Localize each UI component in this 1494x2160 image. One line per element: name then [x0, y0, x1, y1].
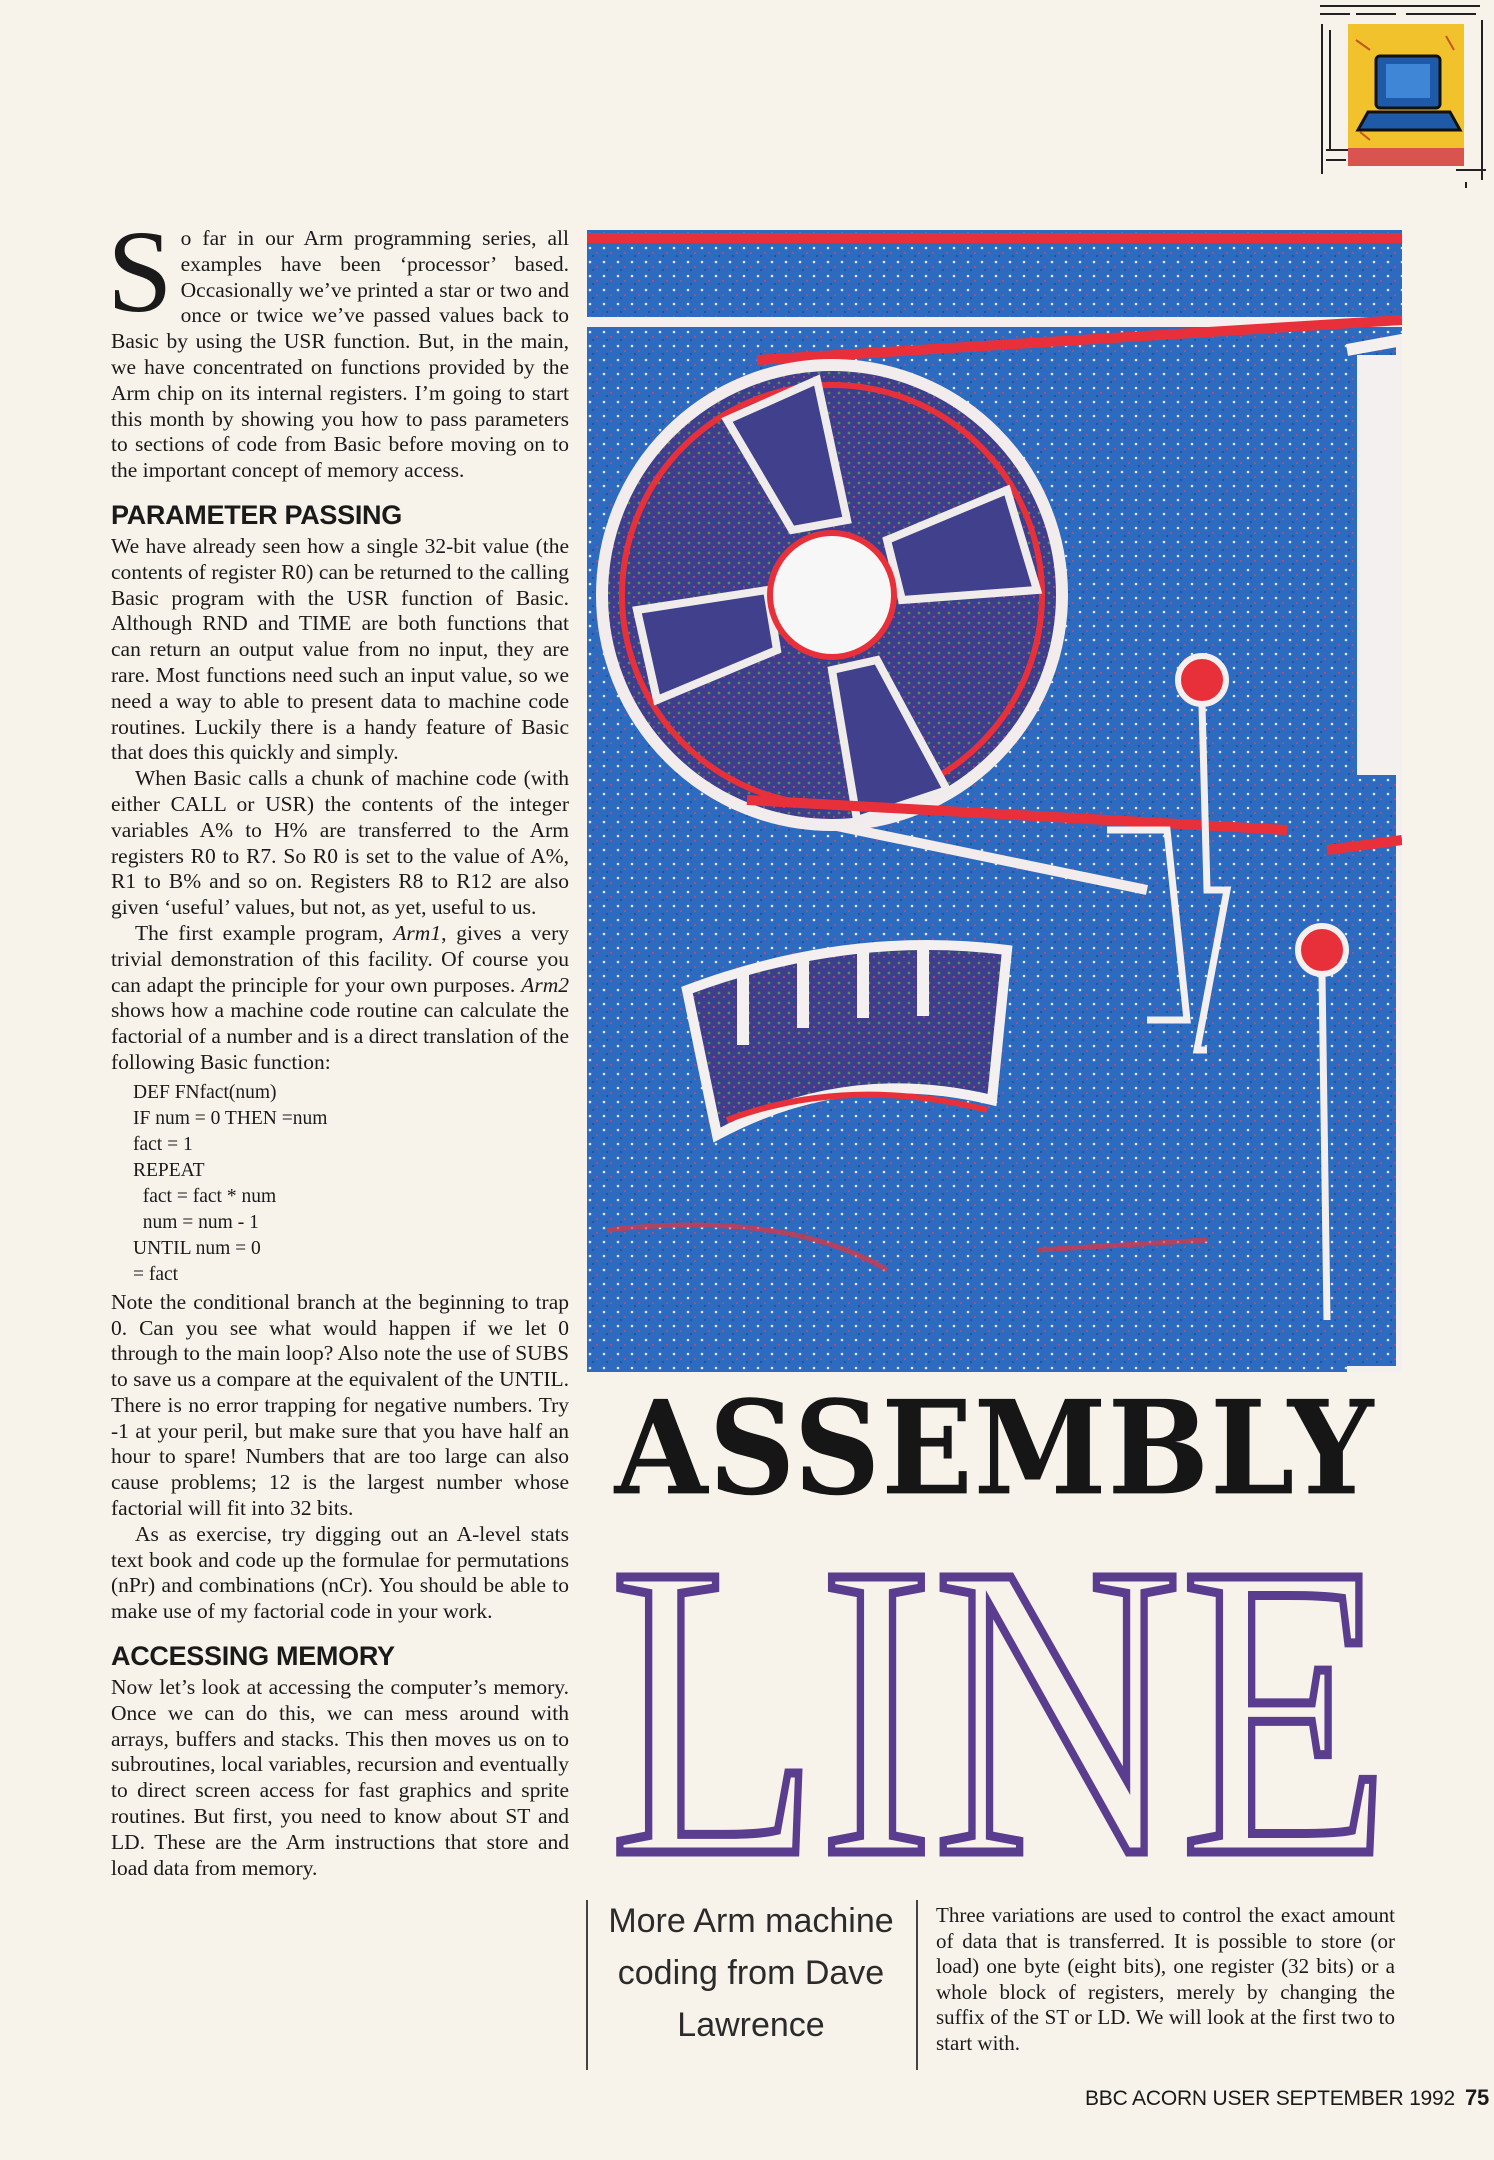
paragraph: We have already seen how a single 32-bit value (the contents of register R0) can be returned to the calling Basic program with the USR function of Basic. Although RND and TIME are both functions that can return an output value from no input, they are rare. Most functions need such an input value, so we need a way to able to present data to machine code routines. Luckily there is a handy feature of Basic that does this quickly and simply. — [111, 533, 569, 765]
column-rule — [916, 1900, 918, 2070]
code-line: IF num = 0 THEN =num — [133, 1107, 328, 1129]
code-line: fact = 1 — [133, 1133, 193, 1155]
code-line: DEF FNfact(num) — [133, 1081, 277, 1103]
paragraph: Now let’s look at accessing the computer’s memory. Once we can do this, we can mess around with arrays, buffers and stacks. This then moves us on to subroutines, local variables, recursion and eventually to direct screen access for fast graphics and sprite routines. But first, you need to know about ST and LD. These are the Arm instructions that store and load data from memory. — [111, 1675, 569, 1880]
section-parameter-passing — [111, 534, 569, 1076]
headline-line — [600, 1500, 1400, 1880]
heading-parameter-passing: PARAMETER PASSING — [111, 499, 402, 530]
intro-text: o far in our Arm programming series, all examples have been ‘processor’ based. Occasionally we’ve printed a star or two and once or twice we’ve passed values back to Basic by using the USR function. But, in the main, we have concentrated on functions provided by the Arm chip on its internal registers. I’m going to start this month by showing you how to pass parameters to sections of code from Basic before moving on to the important concept of memory access. — [111, 226, 569, 483]
code-line: num = num - 1 — [133, 1211, 259, 1233]
standfirst: More Arm machine coding from Dave Lawrence — [608, 1902, 894, 2044]
paragraph: Three variations are used to control the exact amount of data that is transferred. It is possible to store (or load) one byte (eight bits), one register (32 bits) or a whole block of registers, merely by changing the suffix of the ST or LD. We will look at the first two to start with. — [936, 1903, 1395, 2055]
code-line: REPEAT — [133, 1159, 205, 1181]
paragraph: As as exercise, try digging out an A-level stats text book and code up the formulae for permutations (nPr) and combinations (nCr). You should be able to make use of my factorial code in your work. — [111, 1521, 569, 1624]
tape-reel-illustration — [587, 230, 1402, 1372]
program-name-arm1: Arm1 — [393, 920, 442, 945]
headline-line-text: LINE — [610, 1500, 1390, 1880]
paragraph: The first example program, Arm1, gives a very trivial demonstration of this facility. Of course you can adapt the principle for your own purposes. Arm2 shows how a machine code routine can calculate the factorial of a number and is a direct translation of the following Basic function: — [111, 920, 569, 1074]
code-line: UNTIL num = 0 — [133, 1237, 261, 1259]
code-line: fact = fact * num — [133, 1185, 277, 1207]
left-column — [107, 206, 569, 1881]
paragraph: When Basic calls a chunk of machine code (with either CALL or USR) the contents of the integer variables A% to H% are transferred to the Arm registers R0 to R7. So R0 is set to the value of A%, R1 to B% and so on. Registers R8 to R12 are also given ‘useful’ values, but not, as yet, useful to us. — [111, 766, 569, 920]
code-line: = fact — [133, 1263, 179, 1285]
intro-paragraph — [107, 206, 569, 484]
publication-issue: BBC ACORN USER SEPTEMBER 1992 — [1085, 2087, 1455, 2110]
page-number: 75 — [1465, 2085, 1490, 2110]
headline-assembly: ASSEMBLY — [614, 1372, 1375, 1525]
page-footer — [1085, 2085, 1489, 2111]
drop-cap: S — [107, 206, 173, 337]
heading-accessing-memory: ACCESSING MEMORY — [111, 1641, 395, 1672]
right-column — [936, 1903, 1395, 2056]
section-logo-computer-icon — [1316, 0, 1494, 190]
basic-code-listing — [133, 1080, 569, 1288]
paragraph: Note the conditional branch at the beginning to trap 0. Can you see what would happen if we let 0 through to the main loop? Also note the use of SUBS to save us a compare at the equivalent of the UNTIL. There is no error trapping for negative numbers. Try -1 at your peril, but make sure that you have half an hour to spare! Numbers that are too large can also cause problems; 12 is the largest number whose factorial will fit into 32 bits. — [111, 1289, 569, 1521]
program-name-arm2: Arm2 — [521, 972, 569, 997]
column-rule — [586, 1900, 588, 2070]
